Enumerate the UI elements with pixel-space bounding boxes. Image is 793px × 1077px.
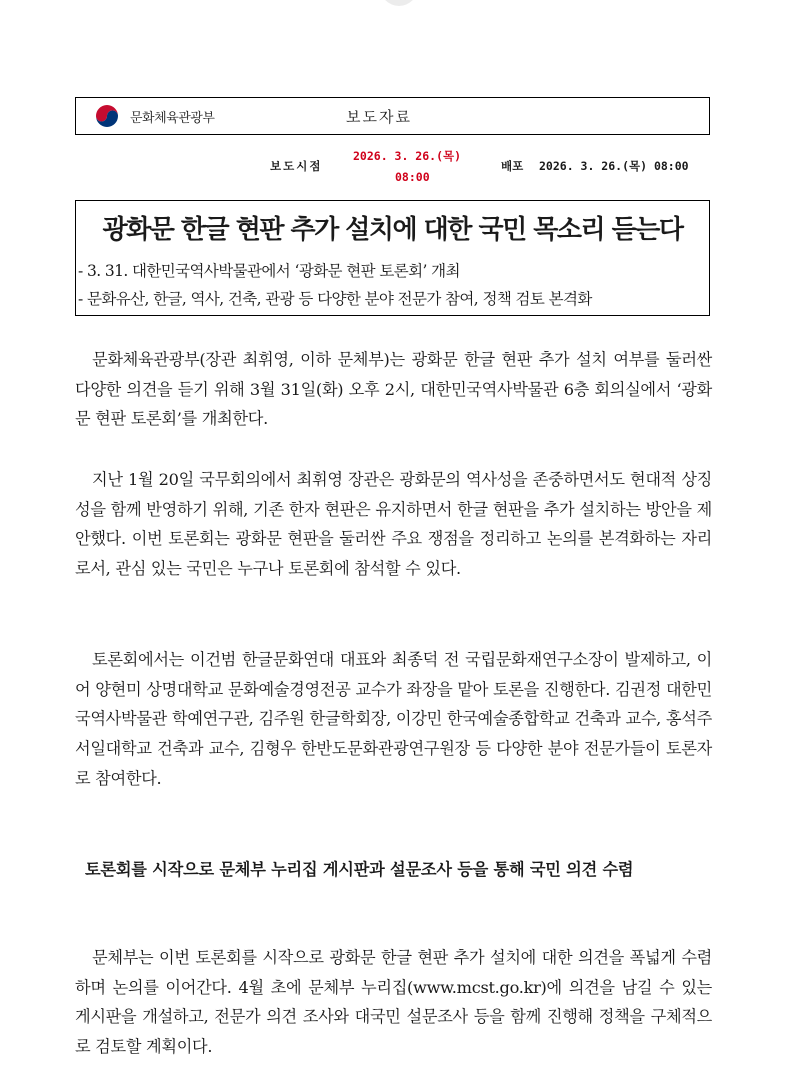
body-paragraph: 토론회에서는 이건범 한글문화연대 대표와 최종덕 전 국립문화재연구소장이 발제하고, 이어 양현미 상명대학교 문화예술경영전공 교수가 좌장을 맡아 토론을 진행한다. 김권정 대한민국역사박물관 학예연구관, 김주원 한글학회장, 이강민 한국예술종합학교 건축과 교수, 홍석주 서일대학교 건축과 교수, 김형우 한반도문화관광연구원장 등 다양한 분야 전문가들이 토론자로 참여한다.: [75, 650, 712, 788]
page-top-ornament: [380, 0, 418, 6]
distribution-value: 2026. 3. 26.(목) 08:00: [539, 159, 689, 173]
government-taegeuk-logo-icon: [94, 103, 120, 129]
org-name: 문화체육관광부: [130, 111, 215, 126]
body-paragraph: 문화체육관광부(장관 최휘영, 이하 문체부)는 광화문 한글 현판 추가 설치 여부를 둘러싼 다양한 의견을 듣기 위해 3월 31일(화) 오후 2시, 대한민국역사박물관 6층 회의실에서 ‘광화문 현판 토론회’를 개최한다.: [75, 350, 712, 429]
subheadline-bullet: - 3. 31. 대한민국역사박물관에서 ‘광화문 현판 토론회’ 개최: [78, 262, 460, 280]
embargo-label: 보도시점: [270, 159, 323, 173]
release-info: [0, 148, 793, 188]
body-paragraph: 문체부는 이번 토론회를 시작으로 광화문 한글 현판 추가 설치에 대한 의견을 폭넓게 수렴하며 논의를 이어간다. 4월 초에 문체부 누리집(www.mcst.go.kr)에 의견을 남길 수 있는 게시판을 개설하고, 전문가 의견 조사와 대국민 설문조사 등을 함께 진행해 정책을 구체적으로 검토할 계획이다.: [75, 948, 712, 1057]
embargo-date: 2026. 3. 26.(목): [353, 149, 462, 163]
headline: 광화문 한글 현판 추가 설치에 대한 국민 목소리 듣는다: [102, 215, 683, 245]
embargo-time: 08:00: [395, 170, 430, 184]
distribution-label: 배포: [501, 159, 524, 173]
section-heading: 토론회를 시작으로 문체부 누리집 게시판과 설문조사 등을 통해 국민 의견 수렴: [85, 860, 634, 879]
body-paragraph: 지난 1월 20일 국무회의에서 최휘영 장관은 광화문의 역사성을 존중하면서도 현대적 상징성을 함께 반영하기 위해, 기존 한자 현판은 유지하면서 한글 현판을 추가 설치하는 방안을 제안했다. 이번 토론회는 광화문 현판을 둘러싼 주요 쟁점을 정리하고 논의를 본격화하는 자리로서, 관심 있는 국민은 누구나 토론회에 참석할 수 있다.: [75, 470, 712, 579]
doc-type-label: 보도자료: [346, 108, 412, 126]
subheadline-bullet: - 문화유산, 한글, 역사, 건축, 관광 등 다양한 분야 전문가 참여, 정책 검토 본격화: [78, 290, 592, 308]
headline-box: [75, 200, 710, 316]
press-release-header: [75, 97, 710, 135]
